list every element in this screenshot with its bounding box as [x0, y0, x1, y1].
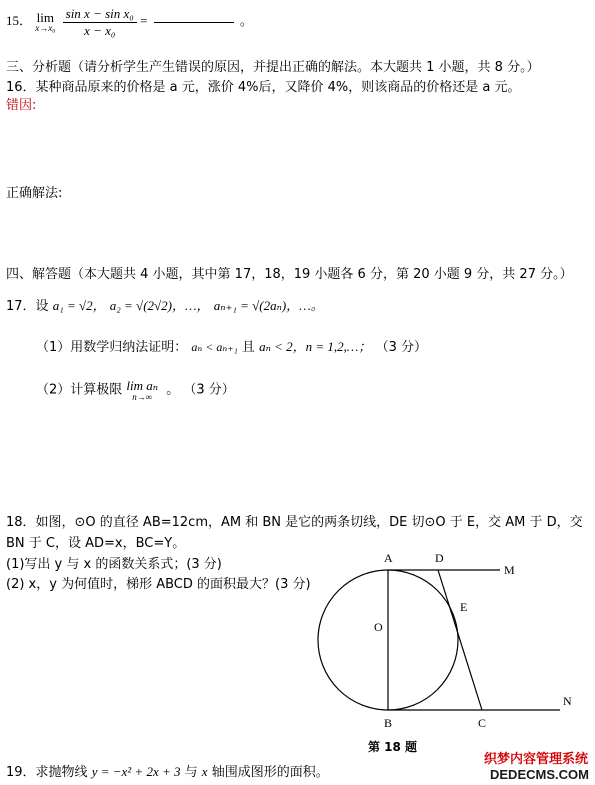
label-m: M: [504, 563, 515, 577]
q17-a1: a₁ = √2，: [52, 298, 106, 313]
q18-figure: [300, 545, 590, 760]
question-15: 15． lim x→x₀ $\frac{\text{sin x − sin x₀}}{\text{x − x₀}}$ = 。: [6, 6, 253, 38]
watermark-domain: DEDECMS.COM: [490, 767, 589, 782]
question-16: 16．某种商品原来的价格是 a 元，涨价 4%后，又降价 4%，则该商品的价格还是 a 元。: [6, 80, 521, 95]
question-19: 19．求抛物线 y = −x² + 2x + 3 与 x 轴围成图形的面积。: [6, 764, 329, 780]
q15-denominator: x − x₀: [84, 22, 116, 38]
figure-caption: 第 18 题: [368, 740, 418, 754]
q15-fraction: [63, 6, 137, 38]
label-n: N: [563, 694, 572, 708]
q19-parabola: y = −x² + 2x + 3: [91, 764, 181, 779]
q18-part-1: (1)写出 y 与 x 的函数关系式；(3 分): [6, 557, 222, 572]
label-a: A: [384, 551, 393, 565]
label-c: C: [478, 716, 487, 730]
q17-part-1: （1）用数学归纳法证明： aₙ < aₙ₊₁ 且 aₙ < 2，n = 1,2,…； （3 分）: [36, 339, 427, 355]
q18-part-2: (2) x，y 为何值时，梯形 ABCD 的面积最大？(3 分): [6, 577, 311, 592]
q17-part-2: （2）计算极限 lim aₙ n→∞ 。 （3 分）: [36, 378, 235, 402]
question-17: 17．设 a₁ = √2， a₂ = √(2√2)，…， aₙ₊₁ = √(2aₙ)，…。: [6, 298, 324, 314]
q15-number: 15．: [6, 13, 33, 29]
question-18-line1: 18．如图，⊙O 的直径 AB=12cm，AM 和 BN 是它的两条切线，DE 切⊙O 于 E，交 AM 于 D，交: [6, 515, 583, 530]
correct-method-label: 正确解法:: [6, 186, 63, 201]
error-label: 错因:: [6, 98, 37, 113]
watermark-logo-text: 织梦内容管理系统: [484, 751, 589, 766]
q15-limit: lim x→x₀: [35, 9, 56, 34]
q17-limit: lim aₙ n→∞: [126, 378, 159, 402]
q17-a2: a₂ = √(2√2)，…，: [109, 298, 210, 313]
tangent-dc: [438, 570, 482, 710]
question-18-line2: BN 于 C，设 AD=x，BC=Y。: [6, 536, 186, 551]
q15-answer-blank[interactable]: [154, 22, 234, 23]
q15-numerator: sin x − sin x₀: [63, 6, 137, 23]
label-b: B: [384, 716, 393, 730]
label-d: D: [435, 551, 444, 565]
section-4-heading: 四、解答题（本大题共 4 小题，其中第 17，18，19 小题各 6 分，第 20 小题 9 分，共 27 分。）: [6, 267, 573, 282]
section-3-heading: 三、分析题（请分析学生产生错误的原因，并提出正确的解法。本大题共 1 小题，共 8 分。）: [6, 60, 540, 75]
label-e: E: [460, 600, 468, 614]
q17-recurrence: aₙ₊₁ = √(2aₙ)，…。: [213, 298, 324, 313]
label-o: O: [374, 620, 383, 634]
